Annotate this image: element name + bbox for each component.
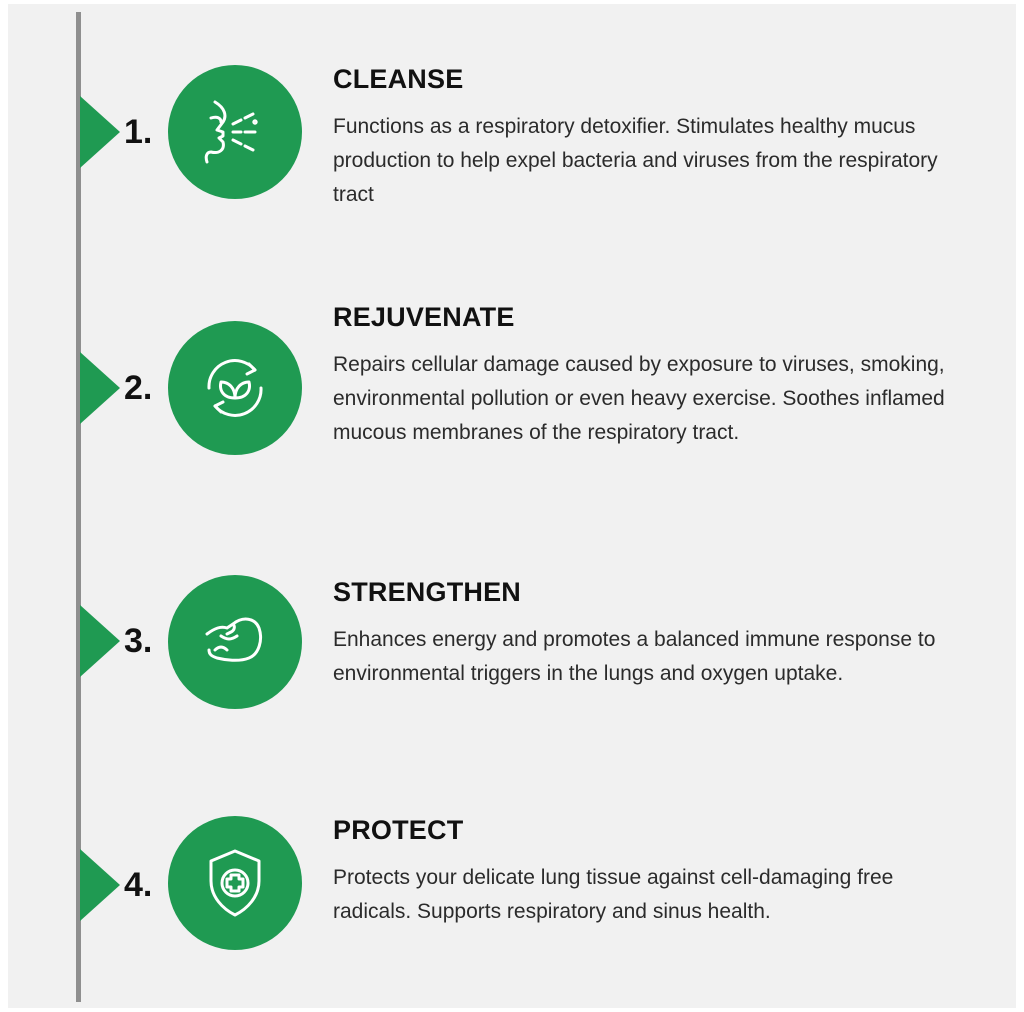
breathing-face-icon <box>197 94 273 170</box>
shield-cross-icon <box>197 845 273 921</box>
step-icon-circle <box>168 321 302 455</box>
flexed-arm-icon <box>197 604 273 680</box>
step-description: Enhances energy and promotes a balanced immune response to environmental triggers in the lungs and oxygen uptake. <box>333 628 936 685</box>
step-icon-circle <box>168 65 302 199</box>
step-title: REJUVENATE <box>333 302 515 332</box>
leaf-cycle-icon <box>197 350 273 426</box>
step-strengthen <box>0 510 1024 710</box>
step-description: Protects your delicate lung tissue against cell-damaging free radicals. Supports respiratory and sinus health. <box>333 866 894 923</box>
step-rejuvenate <box>0 255 1024 455</box>
step-number: 4. <box>124 866 153 904</box>
step-number: 2. <box>124 369 153 407</box>
step-marker-triangle <box>80 352 120 424</box>
step-protect <box>0 752 1024 952</box>
step-number: 1. <box>124 113 153 151</box>
step-title: STRENGTHEN <box>333 577 522 607</box>
step-title: PROTECT <box>333 815 464 845</box>
step-number: 3. <box>124 622 153 660</box>
step-icon-circle <box>168 575 302 709</box>
step-cleanse <box>0 0 1024 206</box>
step-marker-triangle <box>80 849 120 921</box>
step-description: Functions as a respiratory detoxifier. Stimulates healthy mucus production to help expel bacteria and viruses from the respiratory tract <box>333 115 938 206</box>
step-marker-triangle <box>80 96 120 168</box>
step-icon-circle <box>168 816 302 950</box>
step-title: CLEANSE <box>333 64 464 94</box>
step-description: Repairs cellular damage caused by exposure to viruses, smoking, environmental pollution or even heavy exercise. Soothes inflamed mucous membranes of the respiratory tract. <box>333 353 945 444</box>
step-marker-triangle <box>80 605 120 677</box>
